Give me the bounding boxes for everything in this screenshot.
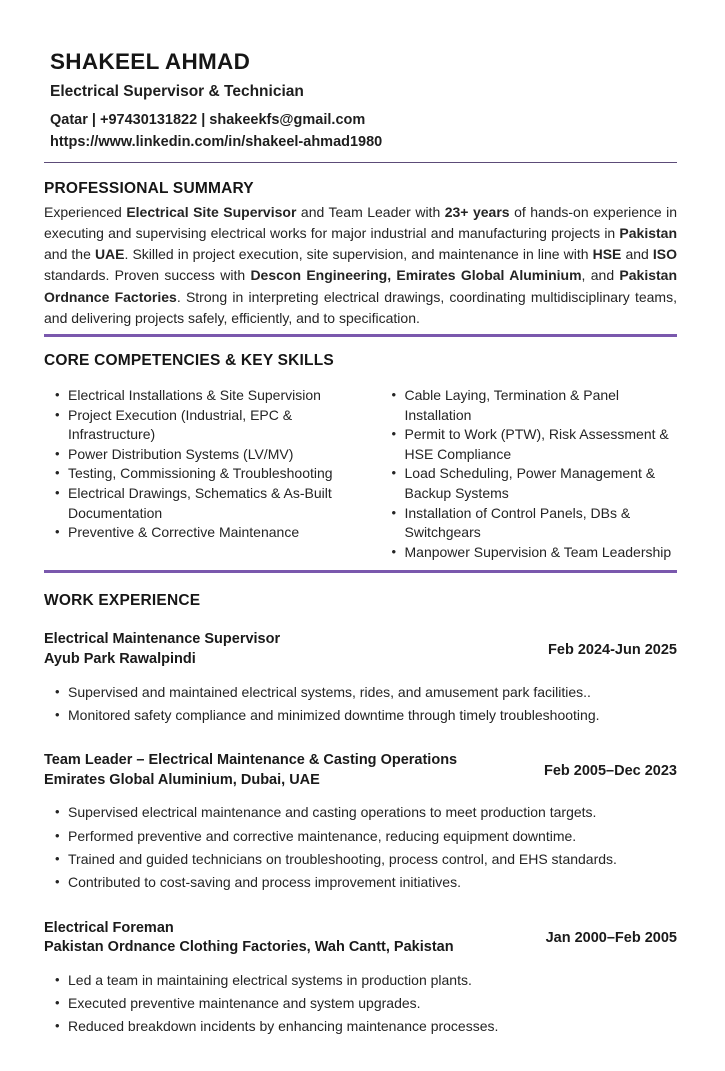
skill-item: • Project Execution (Industrial, EPC & Infrastructure) (44, 406, 341, 445)
contact-line: Qatar | +97430131822 | shakeekfs@gmail.com (50, 112, 366, 129)
skill-item: • Electrical Drawings, Schematics & As-Built Documentation (44, 484, 341, 523)
skills-list-left (44, 386, 341, 562)
skill-item: • Manpower Supervision & Team Leadership (381, 543, 678, 563)
job-bullet: • Trained and guided technicians on troubleshooting, process control, and EHS standards. (44, 850, 677, 869)
skill-item: • Preventive & Corrective Maintenance (44, 523, 341, 543)
skill-item: • Cable Laying, Termination & Panel Installation (381, 386, 678, 425)
job-bullet: • Supervised and maintained electrical systems, rides, and amusement park facilities.. (44, 683, 677, 702)
skills-section (44, 352, 677, 562)
candidate-name: SHAKEEL AHMAD (50, 49, 251, 74)
job-bullet: • Performed preventive and corrective maintenance, reducing equipment downtime. (44, 827, 677, 846)
job-bullets (44, 803, 677, 892)
job-bullet: • Monitored safety compliance and minimized downtime through timely troubleshooting. (44, 706, 677, 725)
summary-divider (44, 334, 677, 337)
job-bullet: • Contributed to cost-saving and process improvement initiatives. (44, 873, 677, 892)
skill-item: • Installation of Control Panels, DBs & Switchgears (381, 504, 678, 543)
resume-header (44, 48, 677, 153)
skills-divider (44, 570, 677, 573)
linkedin-url[interactable]: https://www.linkedin.com/in/shakeel-ahmad1980 (50, 133, 383, 150)
job-company: Emirates Global Aluminium, Dubai, UAE (44, 771, 320, 788)
job-title-block (44, 919, 454, 958)
header-divider (44, 162, 677, 163)
summary-paragraph: Experienced Electrical Site Supervisor and Team Leader with 23+ years of hands-on experience in executing and supervising electrical works for major industrial and manufacturing projects in Pakistan and the UAE. Skilled in project execution, site supervision, and maintenance in line with HSE and ISO standards. Proven success with Descon Engineering, Emirates Global Aluminium, and Pakistan Ordnance Factories. Strong in interpreting electrical drawings, coordinating multidisciplinary teams, and delivering projects safely, efficiently, and to specification. (44, 203, 678, 326)
job-title-block (44, 751, 457, 790)
experience-heading: WORK EXPERIENCE (44, 592, 201, 610)
skills-heading: CORE COMPETENCIES & KEY SKILLS (44, 352, 334, 370)
skills-list-right (381, 386, 678, 562)
skill-item: • Permit to Work (PTW), Risk Assessment & HSE Compliance (381, 425, 678, 464)
job-title: Team Leader – Electrical Maintenance & Casting Operations (44, 752, 458, 769)
job-title-block (44, 630, 280, 669)
job-bullets (44, 971, 677, 1037)
job-entry-1 (44, 630, 677, 725)
job-bullet: • Reduced breakdown incidents by enhancing maintenance processes. (44, 1017, 677, 1036)
summary-section (44, 180, 677, 330)
summary-heading: PROFESSIONAL SUMMARY (44, 179, 254, 197)
job-bullet: • Led a team in maintaining electrical systems in production plants. (44, 971, 677, 990)
job-head (44, 919, 677, 958)
job-dates: Jan 2000–Feb 2005 (545, 930, 677, 947)
job-company: Ayub Park Rawalpindi (44, 651, 196, 667)
experience-section (44, 592, 677, 1036)
job-dates: Feb 2005–Dec 2023 (543, 762, 677, 779)
job-head (44, 630, 677, 669)
skill-item: • Testing, Commissioning & Troubleshooting (44, 464, 341, 484)
job-title: Electrical Foreman (44, 919, 174, 936)
job-bullets (44, 683, 677, 726)
skill-item: • Load Scheduling, Power Management & Backup Systems (381, 464, 678, 503)
job-dates: Feb 2024-Jun 2025 (548, 642, 677, 658)
job-company: Pakistan Ordnance Clothing Factories, Wah Cantt, Pakistan (44, 939, 454, 956)
skill-item: • Power Distribution Systems (LV/MV) (44, 445, 341, 465)
skills-columns (44, 386, 677, 562)
skill-item: • Electrical Installations & Site Supervision (44, 386, 341, 406)
job-bullet: • Supervised electrical maintenance and casting operations to meet production targets. (44, 803, 677, 822)
job-entry-2 (44, 751, 677, 892)
job-title: Electrical Maintenance Supervisor (44, 631, 281, 648)
job-entry-3 (44, 919, 677, 1037)
candidate-title: Electrical Supervisor & Technician (50, 83, 304, 100)
job-head (44, 751, 677, 790)
job-bullet: • Executed preventive maintenance and system upgrades. (44, 994, 677, 1013)
